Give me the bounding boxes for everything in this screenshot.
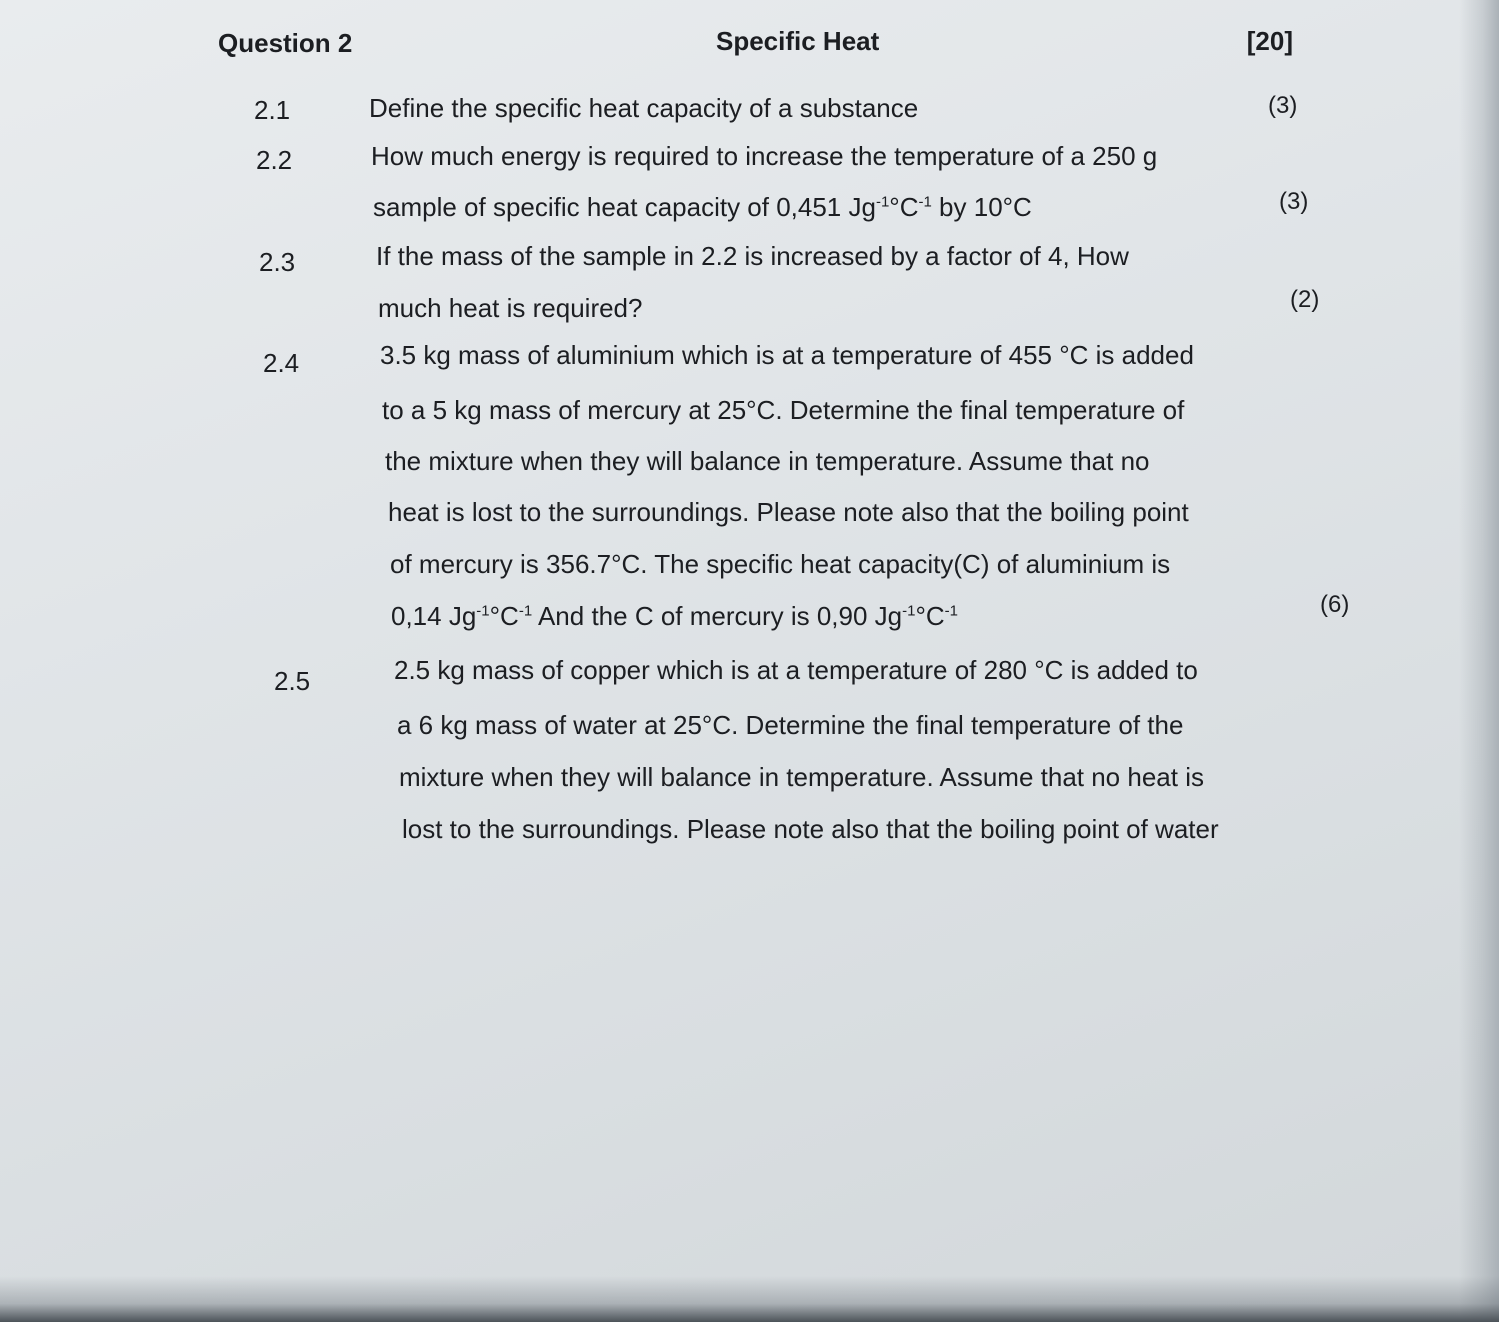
question-heading: Question 2: [218, 28, 353, 58]
question-text-line: of mercury is 356.7°C. The specific heat capacity(C) of aluminium is: [390, 549, 1171, 579]
desk-shadow: [0, 1276, 1499, 1322]
question-text-line: heat is lost to the surroundings. Please note also that the boiling point: [388, 497, 1189, 527]
page-edge-shadow: [1459, 0, 1499, 1322]
question-text-line: Define the specific heat capacity of a substance: [369, 93, 919, 123]
question-marks: (6): [1320, 591, 1350, 618]
question-text-line-with-units: sample of specific heat capacity of 0,451 $Jg^{-1}^\circ C^{-1}$ by 10°C: [373, 192, 1032, 222]
question-text-line: a 6 kg mass of water at 25°C. Determine the final temperature of the: [397, 710, 1184, 740]
question-number: 2.2: [256, 145, 293, 175]
question-number: 2.4: [263, 348, 300, 378]
question-text-line: How much energy is required to increase the temperature of a 250 g: [371, 141, 1158, 171]
question-text-line: 2.5 kg mass of copper which is at a temperature of 280 °C is added to: [394, 655, 1198, 685]
question-text-line: lost to the surroundings. Please note also that the boiling point of water: [402, 814, 1219, 844]
total-marks: [20]: [1246, 26, 1293, 56]
question-text-line: to a 5 kg mass of mercury at 25°C. Determine the final temperature of: [382, 395, 1185, 425]
question-marks: (3): [1268, 92, 1298, 119]
question-number: 2.5: [274, 666, 311, 696]
question-header: [218, 26, 1293, 60]
question-number: 2.1: [254, 95, 291, 125]
question-text-line: the mixture when they will balance in temperature. Assume that no: [385, 446, 1150, 476]
question-text-line-with-units: 0,14 $Jg^{-1}^\circ C^{-1}$ And the C of mercury is 0,90 $Jg^{-1}^\circ C^{-1}$: [391, 601, 959, 631]
question-number: 2.3: [259, 247, 296, 277]
question-text-line: If the mass of the sample in 2.2 is increased by a factor of 4, How: [376, 241, 1129, 271]
question-text-line: mixture when they will balance in temperature. Assume that no heat is: [399, 762, 1204, 792]
section-title: Specific Heat: [716, 26, 880, 56]
question-marks: (2): [1290, 286, 1320, 313]
question-text-line: 3.5 kg mass of aluminium which is at a temperature of 455 °C is added: [380, 340, 1194, 370]
question-text-line: much heat is required?: [378, 293, 643, 323]
question-marks: (3): [1279, 188, 1309, 215]
